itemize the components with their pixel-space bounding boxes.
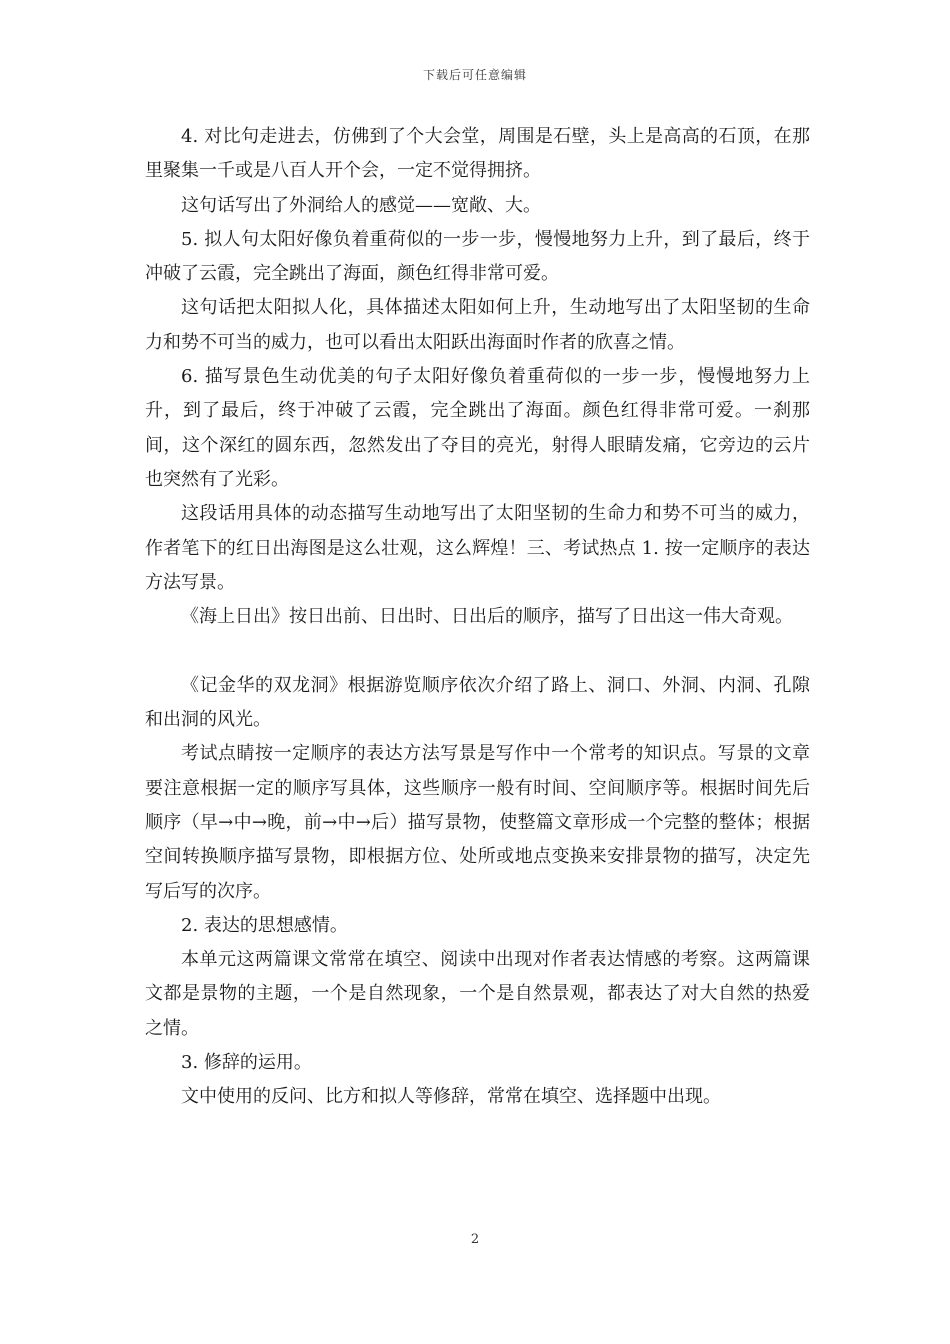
paragraph-personification-sentence: 5. 拟人句太阳好像负着重荷似的一步一步，慢慢地努力上升，到了最后，终于冲破了云霞，完全跳出了海面，颜色红得非常可爱。 (145, 228, 810, 285)
paragraph-exam-tip: 考试点睛按一定顺序的表达方法写景是写作中一个常考的知识点。写景的文章要注意根据一定的顺序写具体，这些顺序一般有时间、空间顺序等。根据时间先后顺序（早→中→晚，前→中→后）描写景物，使整篇文章形成一个完整的整体；根据空间转换顺序描写景物，即根据方位、处所或地点变换来安排景物的描写，决定先写后写的次序。 (145, 743, 810, 902)
page-header: 下载后可任意编辑 (422, 68, 527, 82)
paragraph-gap (145, 634, 810, 668)
document-body (145, 120, 810, 1115)
paragraph-outer-cave-note: 这句话写出了外洞给人的感觉——宽敞、大。 (181, 194, 541, 216)
paragraph-scenery-note: 这段话用具体的动态描写生动地写出了太阳坚韧的生命力和势不可当的威力，作者笔下的红日出海图是这么壮观，这么辉煌！三、考试热点 1. 按一定顺序的表达方法写景。 (145, 503, 810, 593)
paragraph-rhetoric-note: 文中使用的反问、比方和拟人等修辞，常常在填空、选择题中出现。 (181, 1086, 721, 1108)
paragraph-heading-emotion: 2. 表达的思想感情。 (181, 914, 348, 936)
paragraph-sunrise-order: 《海上日出》按日出前、日出时、日出后的顺序，描写了日出这一伟大奇观。 (181, 606, 793, 628)
paragraph-emotion-note: 本单元这两篇课文常常在填空、阅读中出现对作者表达情感的考察。这两篇课文都是景物的主题，一个是自然现象，一个是自然景观，都表达了对大自然的热爱之情。 (145, 949, 810, 1039)
paragraph-scenery-sentence: 6. 描写景色生动优美的句子太阳好像负着重荷似的一步一步，慢慢地努力上升，到了最后，终于冲破了云霞，完全跳出了海面。颜色红得非常可爱。一刹那间，这个深红的圆东西，忽然发出了夺目的亮光，射得人眼睛发痛，它旁边的云片也突然有了光彩。 (145, 366, 810, 490)
paragraph-personification-note: 这句话把太阳拟人化，具体描述太阳如何上升，生动地写出了太阳坚韧的生命力和势不可当的威力，也可以看出太阳跃出海面时作者的欣喜之情。 (145, 297, 810, 353)
paragraph-heading-rhetoric: 3. 修辞的运用。 (181, 1052, 312, 1074)
paragraph-dragon-cave-order: 《记金华的双龙洞》根据游览顺序依次介绍了路上、洞口、外洞、内洞、孔隙和出洞的风光。 (145, 674, 810, 731)
paragraph-contrast-sentence: 4. 对比句走进去，仿佛到了个大会堂，周围是石壁，头上是高高的石顶，在那里聚集一千或是八百人开个会，一定不觉得拥挤。 (145, 126, 810, 182)
page-number: 2 (470, 1232, 480, 1247)
